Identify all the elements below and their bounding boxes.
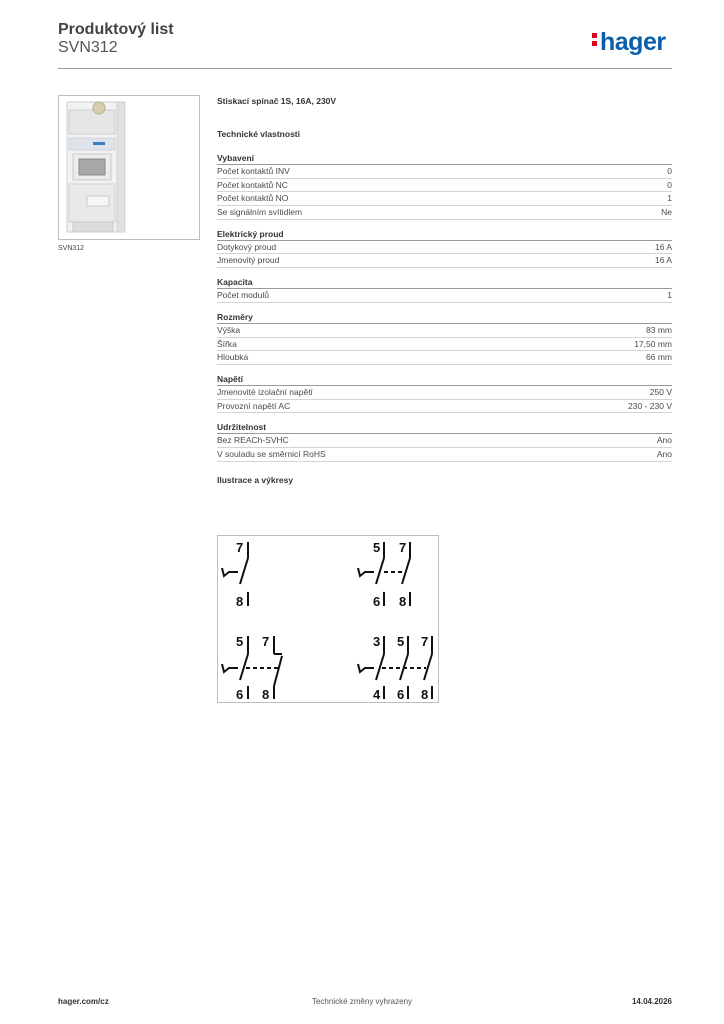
row-value: Ano bbox=[656, 448, 672, 459]
row-value: 16 A bbox=[654, 241, 672, 252]
row-label: V souladu se směrnicí RoHS bbox=[217, 448, 326, 459]
terminal-label: 6 bbox=[236, 687, 244, 702]
technical-heading: Technické vlastnosti bbox=[217, 129, 300, 139]
row-value: 1 bbox=[667, 193, 672, 204]
section-title: Rozměry bbox=[217, 311, 672, 324]
section-title: Napětí bbox=[217, 373, 672, 386]
row-label: Hloubka bbox=[217, 352, 249, 363]
row-label: Jmenovité izolační napětí bbox=[217, 386, 313, 397]
terminal-label: 3 bbox=[373, 634, 381, 649]
product-code: SVN312 bbox=[58, 39, 118, 56]
row-label: Počet kontaktů INV bbox=[217, 166, 290, 176]
row-label: Počet modulů bbox=[217, 290, 269, 301]
section-udrzitelnost bbox=[217, 421, 672, 461]
row-label: Počet kontaktů NO bbox=[217, 193, 289, 204]
section-elektricky-proud bbox=[217, 228, 672, 268]
row-value: 83 mm bbox=[646, 324, 672, 335]
row-label: Výška bbox=[217, 324, 241, 335]
terminal-label: 5 bbox=[373, 540, 381, 555]
row-label: Se signálním svítidlem bbox=[217, 207, 303, 218]
row-value: 230 - 230 V bbox=[628, 400, 672, 411]
row-value: 1 bbox=[667, 290, 672, 301]
table-row bbox=[217, 386, 672, 400]
terminal-label: 7 bbox=[236, 540, 244, 555]
wiring-diagrams bbox=[217, 535, 439, 703]
table-row bbox=[217, 338, 672, 352]
logo-text: hager bbox=[600, 28, 666, 56]
footer-date: 14.04.2026 bbox=[631, 997, 672, 1006]
terminal-label: 7 bbox=[399, 540, 407, 555]
table-row bbox=[217, 448, 672, 462]
section-title: Vybavení bbox=[217, 152, 672, 165]
header-divider bbox=[58, 68, 672, 69]
section-kapacita bbox=[217, 276, 672, 303]
section-napeti bbox=[217, 373, 672, 413]
footer-website[interactable]: hager.com/cz bbox=[58, 997, 109, 1006]
logo-dots-icon bbox=[592, 30, 597, 49]
row-label: Provozní napětí AC bbox=[217, 400, 291, 411]
table-row bbox=[217, 179, 672, 193]
terminal-label: 8 bbox=[399, 594, 407, 609]
table-row bbox=[217, 165, 672, 179]
row-value: 66 mm bbox=[646, 352, 672, 363]
row-value: 0 bbox=[667, 179, 672, 190]
terminal-label: 4 bbox=[373, 687, 381, 702]
table-row bbox=[217, 289, 672, 303]
section-title: Kapacita bbox=[217, 276, 672, 289]
terminal-label: 8 bbox=[236, 594, 244, 609]
product-description: Stiskací spínač 1S, 16A, 230V bbox=[217, 96, 337, 106]
row-value: 0 bbox=[667, 166, 672, 176]
table-row bbox=[217, 434, 672, 448]
table-row bbox=[217, 192, 672, 206]
table-row bbox=[217, 254, 672, 268]
wiring-diagram-icon bbox=[218, 536, 438, 702]
terminal-label: 7 bbox=[262, 634, 270, 649]
photo-caption: SVN312 bbox=[58, 245, 85, 252]
product-details bbox=[217, 96, 672, 489]
row-value: 17,50 mm bbox=[634, 338, 672, 349]
section-vybaveni bbox=[217, 152, 672, 220]
row-label: Dotykový proud bbox=[217, 241, 277, 252]
terminal-label: 5 bbox=[236, 634, 244, 649]
row-value: Ano bbox=[656, 435, 672, 446]
table-row bbox=[217, 241, 672, 255]
row-value: Ne bbox=[661, 207, 672, 218]
section-title: Udržitelnost bbox=[217, 421, 672, 434]
row-label: Počet kontaktů NC bbox=[217, 179, 288, 190]
table-row bbox=[217, 351, 672, 365]
page-title: Produktový list bbox=[58, 21, 174, 38]
push-button-switch-module-icon bbox=[59, 96, 199, 239]
hager-logo[interactable] bbox=[592, 28, 666, 57]
row-value: 16 A bbox=[654, 255, 672, 266]
table-row bbox=[217, 400, 672, 414]
terminal-label: 7 bbox=[421, 634, 429, 649]
section-rozmery bbox=[217, 311, 672, 365]
table-row bbox=[217, 206, 672, 220]
terminal-label: 8 bbox=[421, 687, 429, 702]
table-row bbox=[217, 324, 672, 338]
row-value: 250 V bbox=[649, 386, 672, 397]
row-label: Bez REACh-SVHC bbox=[217, 435, 289, 446]
illustrations-heading: Ilustrace a výkresy bbox=[217, 474, 294, 485]
terminal-label: 5 bbox=[397, 634, 405, 649]
product-photo bbox=[58, 95, 200, 240]
terminal-label: 6 bbox=[397, 687, 405, 702]
terminal-label: 6 bbox=[373, 594, 381, 609]
row-label: Šířka bbox=[217, 338, 237, 349]
terminal-label: 8 bbox=[262, 687, 270, 702]
section-title: Elektrický proud bbox=[217, 228, 672, 241]
footer-disclaimer: Technické změny vyhrazeny bbox=[311, 997, 413, 1006]
row-label: Jmenovitý proud bbox=[217, 255, 280, 266]
